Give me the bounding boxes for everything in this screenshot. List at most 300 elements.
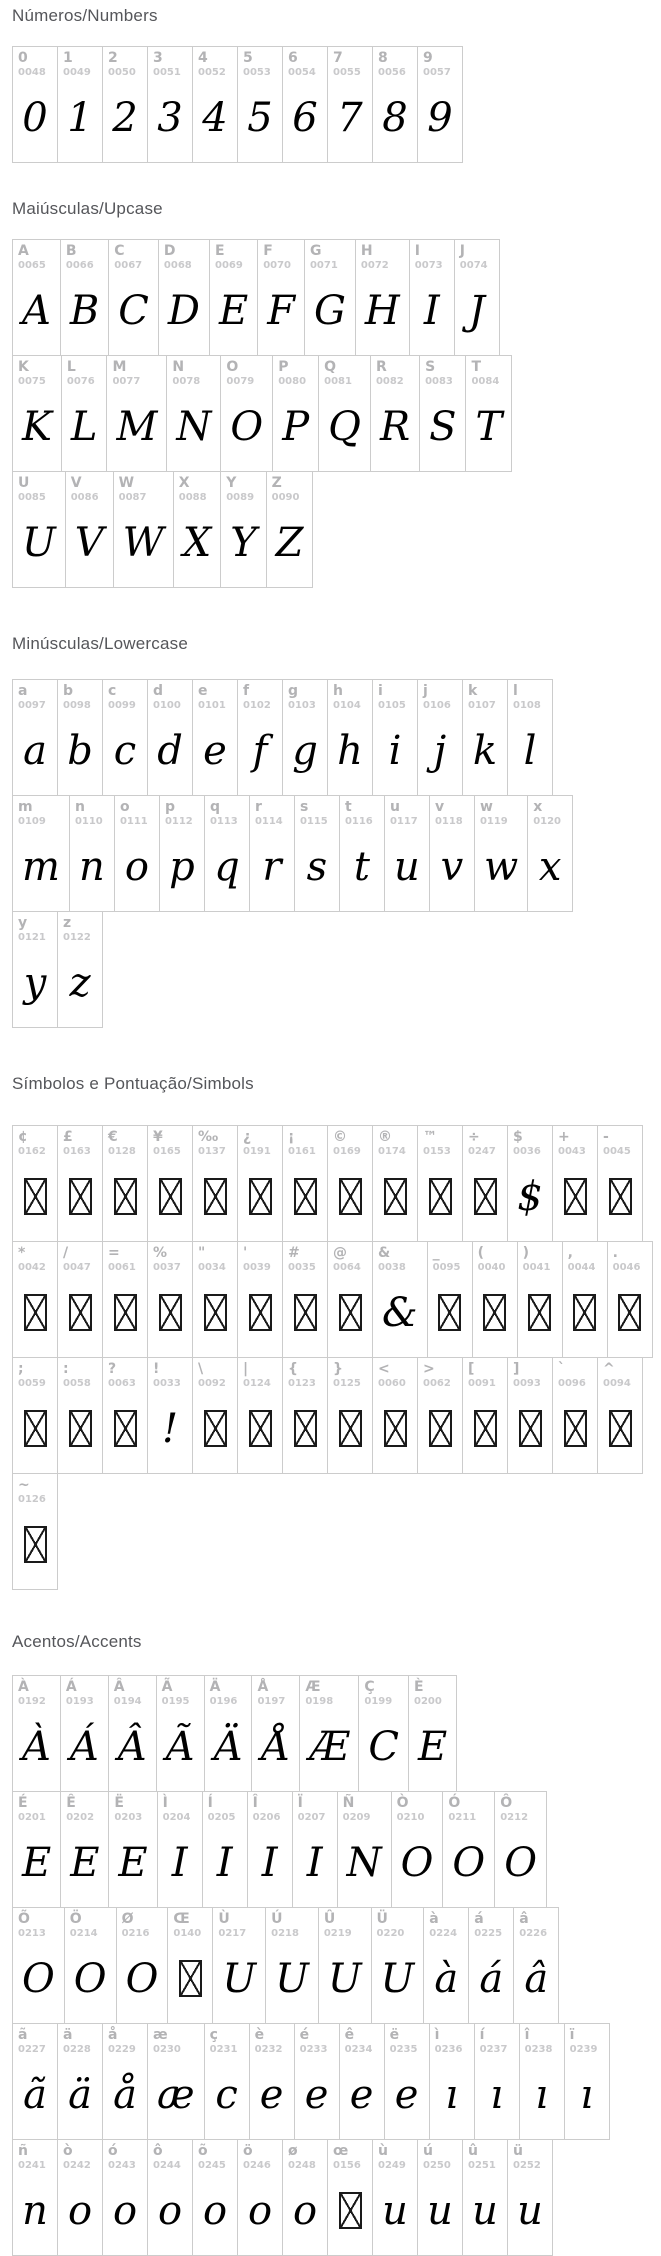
glyph-preview: u xyxy=(382,2187,408,2234)
glyph-cell xyxy=(204,1675,253,1792)
glyph-preview: n xyxy=(79,843,105,890)
glyph-cell xyxy=(318,355,371,472)
notdef-glyph-icon xyxy=(204,1410,227,1447)
glyph-preview: J xyxy=(468,287,485,334)
glyph-code-label: 0111 xyxy=(119,816,148,827)
glyph-code-label: 0082 xyxy=(375,376,404,387)
glyph-preview: A xyxy=(22,287,51,334)
glyph-char-label: d xyxy=(153,683,164,699)
glyph-preview: à xyxy=(434,1955,459,2002)
glyph-preview xyxy=(198,1274,232,1357)
glyph-cell xyxy=(251,1675,300,1792)
notdef-glyph-icon xyxy=(249,1178,272,1215)
glyph-preview xyxy=(433,1274,467,1357)
glyph-preview xyxy=(558,1158,592,1241)
glyph-code-label: 0084 xyxy=(471,376,500,387)
glyph-preview: Z xyxy=(275,519,304,566)
glyph-preview: Å xyxy=(261,1723,291,1770)
notdef-glyph-icon xyxy=(114,1294,137,1331)
glyph-cell xyxy=(372,1241,428,1358)
glyph-cell xyxy=(65,471,114,588)
glyph-code-label: 0119 xyxy=(479,816,508,827)
section-lowercase xyxy=(12,634,661,1028)
glyph-cell xyxy=(69,795,115,912)
glyph-code-label: 0086 xyxy=(70,492,99,503)
glyph-cell xyxy=(237,1357,283,1474)
glyph-cell xyxy=(166,355,221,472)
glyph-cell xyxy=(257,239,305,356)
glyph-code-label: 0048 xyxy=(18,67,46,78)
notdef-glyph-icon xyxy=(204,1178,227,1215)
glyph-char-label: û xyxy=(468,2143,478,2159)
glyph-code-label: 0096 xyxy=(558,1378,586,1389)
glyph-char-label: F xyxy=(263,243,273,259)
glyph-preview: T xyxy=(475,403,503,450)
glyph-cell xyxy=(427,1241,473,1358)
section-symbols xyxy=(12,1074,661,1590)
glyph-preview: I xyxy=(171,1839,188,1886)
glyph-preview: y xyxy=(23,959,47,1006)
notdef-glyph-icon xyxy=(438,1294,461,1331)
glyph-preview: I xyxy=(216,1839,233,1886)
glyph-preview: F xyxy=(267,287,295,334)
glyph-preview: O xyxy=(22,1955,55,2002)
glyph-code-label: 0041 xyxy=(522,1262,551,1273)
glyph-preview: G xyxy=(313,287,346,334)
notdef-glyph-icon xyxy=(609,1410,632,1447)
glyph-preview: b xyxy=(67,727,93,774)
glyph-char-label: / xyxy=(63,1245,69,1261)
glyph-char-label: 2 xyxy=(108,50,118,66)
glyph-cell xyxy=(465,355,512,472)
glyph-cell xyxy=(318,1907,372,2024)
glyph-preview: O xyxy=(400,1839,434,1886)
section-accents xyxy=(12,1632,661,2256)
glyph-preview: o xyxy=(247,2187,273,2234)
glyph-code-label: 0121 xyxy=(18,932,46,943)
glyph-cell xyxy=(272,355,319,472)
glyph-code-label: 0238 xyxy=(524,2044,553,2055)
glyph-code-label: 0207 xyxy=(297,1812,326,1823)
glyph-preview: Æ xyxy=(309,1723,350,1770)
glyph-char-label: 5 xyxy=(243,50,253,66)
glyph-code-label: 0252 xyxy=(513,2160,541,2171)
glyph-cell xyxy=(12,355,62,472)
glyph-cell xyxy=(237,46,283,163)
glyph-char-label: Á xyxy=(65,1679,77,1695)
notdef-glyph-icon xyxy=(618,1294,641,1331)
glyph-preview: & xyxy=(382,1289,418,1336)
glyph-cell xyxy=(429,795,475,912)
glyph-cell xyxy=(371,1907,425,2024)
glyph-grid-lowercase xyxy=(12,679,661,1028)
glyph-cell xyxy=(12,1125,58,1242)
glyph-row xyxy=(12,471,313,588)
glyph-code-label: 0083 xyxy=(425,376,453,387)
glyph-preview: ı xyxy=(445,2071,458,2118)
glyph-cell xyxy=(156,1675,205,1792)
glyph-row xyxy=(12,1791,547,1908)
glyph-cell xyxy=(472,1241,518,1358)
glyph-code-label: 0077 xyxy=(112,376,141,387)
glyph-code-label: 0248 xyxy=(288,2160,316,2171)
glyph-char-label: Î xyxy=(252,1795,258,1811)
glyph-char-label: 7 xyxy=(333,50,343,66)
glyph-char-label: Õ xyxy=(18,1911,30,1927)
glyph-preview: O xyxy=(125,1955,159,2002)
glyph-preview: Â xyxy=(117,1723,147,1770)
glyph-cell xyxy=(282,1357,328,1474)
glyph-char-label: 6 xyxy=(288,50,298,66)
glyph-cell xyxy=(237,1125,283,1242)
glyph-code-label: 0089 xyxy=(226,492,255,503)
glyph-char-label: S xyxy=(425,359,436,375)
glyph-char-label: + xyxy=(558,1129,570,1145)
glyph-cell xyxy=(106,355,167,472)
glyph-cell xyxy=(192,1241,238,1358)
glyph-code-label: 0197 xyxy=(257,1696,286,1707)
glyph-row xyxy=(12,795,573,912)
glyph-preview: $ xyxy=(517,1173,543,1220)
glyph-cell xyxy=(147,46,193,163)
glyph-char-label: C xyxy=(114,243,125,259)
glyph-code-label: 0033 xyxy=(153,1378,181,1389)
glyph-cell xyxy=(327,1241,373,1358)
notdef-glyph-icon xyxy=(179,1960,202,1997)
glyph-cell xyxy=(462,1357,508,1474)
glyph-code-label: 0214 xyxy=(69,1928,98,1939)
glyph-code-label: 0219 xyxy=(323,1928,352,1939)
glyph-code-label: 0040 xyxy=(477,1262,506,1273)
glyph-code-label: 0074 xyxy=(459,260,488,271)
glyph-preview xyxy=(63,1390,97,1473)
glyph-char-label: $ xyxy=(513,1129,523,1145)
glyph-preview xyxy=(63,1274,97,1357)
notdef-glyph-icon xyxy=(474,1178,497,1215)
glyph-char-label: Ö xyxy=(69,1911,82,1927)
notdef-glyph-icon xyxy=(339,2192,362,2229)
glyph-cell xyxy=(266,471,314,588)
glyph-cell xyxy=(12,2139,58,2256)
glyph-cell xyxy=(204,2023,250,2140)
glyph-cell xyxy=(102,46,148,163)
glyph-code-label: 0101 xyxy=(198,700,226,711)
glyph-char-label: ï xyxy=(569,2027,575,2043)
glyph-cell xyxy=(282,1125,328,1242)
glyph-preview: L xyxy=(70,403,98,450)
glyph-preview: Y xyxy=(230,519,257,566)
glyph-preview: U xyxy=(22,519,56,566)
glyph-cell xyxy=(220,471,266,588)
glyph-char-label: 9 xyxy=(423,50,433,66)
glyph-code-label: 0104 xyxy=(333,700,361,711)
glyph-char-label: 4 xyxy=(198,50,208,66)
glyph-code-label: 0201 xyxy=(18,1812,46,1823)
glyph-code-label: 0044 xyxy=(567,1262,596,1273)
glyph-preview: k xyxy=(472,727,498,774)
glyph-char-label: È xyxy=(414,1679,424,1695)
glyph-char-label: Ê xyxy=(66,1795,76,1811)
glyph-preview: z xyxy=(69,959,91,1006)
glyph-code-label: 0206 xyxy=(252,1812,281,1823)
glyph-char-label: ! xyxy=(153,1361,160,1377)
glyph-char-label: g xyxy=(288,683,299,699)
notdef-glyph-icon xyxy=(69,1410,92,1447)
glyph-char-label: . xyxy=(612,1245,618,1261)
glyph-code-label: 0105 xyxy=(378,700,406,711)
glyph-code-label: 0198 xyxy=(305,1696,334,1707)
glyph-code-label: 0035 xyxy=(288,1262,316,1273)
glyph-cell xyxy=(57,46,103,163)
glyph-cell xyxy=(517,1241,563,1358)
glyph-char-label: m xyxy=(18,799,33,815)
glyph-code-label: 0050 xyxy=(108,67,136,78)
glyph-code-label: 0064 xyxy=(333,1262,361,1273)
glyph-code-label: 0108 xyxy=(513,700,541,711)
glyph-cell xyxy=(299,1675,359,1792)
glyph-preview: o xyxy=(292,2187,318,2234)
glyph-code-label: 0062 xyxy=(423,1378,451,1389)
glyph-cell xyxy=(173,471,221,588)
glyph-code-label: 0090 xyxy=(271,492,300,503)
glyph-cell xyxy=(12,2023,58,2140)
glyph-cell xyxy=(157,1791,203,1908)
glyph-code-label: 0120 xyxy=(533,816,562,827)
glyph-code-label: 0045 xyxy=(603,1146,631,1157)
glyph-cell xyxy=(494,1791,547,1908)
glyph-char-label: o xyxy=(119,799,130,815)
glyph-char-label: L xyxy=(66,359,76,375)
glyph-preview: n xyxy=(22,2187,48,2234)
glyph-code-label: 0227 xyxy=(18,2044,46,2055)
glyph-code-label: 0056 xyxy=(378,67,406,78)
glyph-cell xyxy=(372,1357,418,1474)
glyph-cell xyxy=(552,1125,598,1242)
glyph-char-label: } xyxy=(333,1361,343,1377)
glyph-preview: K xyxy=(22,403,52,450)
glyph-preview: c xyxy=(113,727,137,774)
glyph-cell xyxy=(57,1125,103,1242)
glyph-cell xyxy=(249,795,295,912)
glyph-preview: ä xyxy=(68,2071,92,2118)
glyph-code-label: 0239 xyxy=(569,2044,598,2055)
glyph-preview: 6 xyxy=(292,94,318,141)
glyph-code-label: 0199 xyxy=(364,1696,393,1707)
glyph-preview: v xyxy=(440,843,464,890)
glyph-row xyxy=(12,1473,58,1590)
glyph-code-label: 0128 xyxy=(108,1146,136,1157)
notdef-glyph-icon xyxy=(294,1178,317,1215)
glyph-code-label: 0226 xyxy=(519,1928,548,1939)
glyph-char-label: : xyxy=(63,1361,69,1377)
glyph-cell xyxy=(370,355,420,472)
glyph-cell xyxy=(417,2139,463,2256)
glyph-row xyxy=(12,1125,643,1242)
glyph-char-label: , xyxy=(567,1245,573,1261)
glyph-preview: e xyxy=(203,727,227,774)
glyph-char-label: ^ xyxy=(603,1361,615,1377)
glyph-cell xyxy=(417,46,463,163)
glyph-char-label: Ì xyxy=(162,1795,168,1811)
glyph-char-label: õ xyxy=(198,2143,208,2159)
glyph-code-label: 0097 xyxy=(18,700,46,711)
glyph-preview: x xyxy=(538,843,562,890)
glyph-preview: E xyxy=(70,1839,100,1886)
notdef-glyph-icon xyxy=(249,1294,272,1331)
glyph-code-label: 0161 xyxy=(288,1146,316,1157)
glyph-cell xyxy=(372,46,418,163)
glyph-char-label: è xyxy=(254,2027,265,2043)
glyph-char-label: ò xyxy=(63,2143,73,2159)
glyph-cell xyxy=(408,1675,457,1792)
glyph-code-label: 0193 xyxy=(65,1696,94,1707)
glyph-cell xyxy=(147,2139,193,2256)
glyph-cell xyxy=(282,679,328,796)
notdef-glyph-icon xyxy=(24,1178,47,1215)
glyph-char-label: X xyxy=(178,475,190,491)
glyph-char-label: Í xyxy=(207,1795,213,1811)
glyph-preview: R xyxy=(379,403,411,450)
glyph-char-label: ÷ xyxy=(468,1129,480,1145)
glyph-code-label: 0102 xyxy=(243,700,271,711)
glyph-preview: C xyxy=(118,287,149,334)
glyph-code-label: 0205 xyxy=(207,1812,236,1823)
glyph-cell xyxy=(327,2139,373,2256)
glyph-char-label: x xyxy=(533,799,543,815)
glyph-grid-upcase xyxy=(12,239,661,588)
glyph-char-label: G xyxy=(309,243,322,259)
glyph-preview: 1 xyxy=(67,94,93,141)
glyph-cell xyxy=(507,679,553,796)
glyph-code-label: 0110 xyxy=(74,816,103,827)
glyph-cell xyxy=(102,2139,148,2256)
glyph-cell xyxy=(409,239,455,356)
glyph-code-label: 0210 xyxy=(396,1812,425,1823)
glyph-code-label: 0072 xyxy=(360,260,389,271)
glyph-preview: 7 xyxy=(337,94,363,141)
glyph-cell xyxy=(57,911,103,1028)
glyph-char-label: " xyxy=(198,1245,206,1261)
glyph-preview: U xyxy=(222,1955,257,2002)
glyph-char-label: # xyxy=(288,1245,300,1261)
glyph-code-label: 0204 xyxy=(162,1812,191,1823)
glyph-preview: u xyxy=(427,2187,453,2234)
glyph-char-label: A xyxy=(18,243,29,259)
glyph-code-label: 0232 xyxy=(254,2044,283,2055)
glyph-preview xyxy=(198,1158,232,1241)
glyph-char-label: N xyxy=(172,359,185,375)
glyph-code-label: 0192 xyxy=(18,1696,46,1707)
glyph-char-label: æ xyxy=(153,2027,168,2043)
glyph-preview xyxy=(603,1390,637,1473)
notdef-glyph-icon xyxy=(384,1410,407,1447)
glyph-preview xyxy=(18,1506,52,1589)
glyph-cell xyxy=(419,355,466,472)
glyph-cell xyxy=(564,2023,610,2140)
glyph-code-label: 0073 xyxy=(414,260,443,271)
notdef-glyph-icon xyxy=(429,1410,452,1447)
glyph-preview: j xyxy=(433,727,447,774)
glyph-code-label: 0057 xyxy=(423,67,451,78)
glyph-row xyxy=(12,911,103,1028)
glyph-char-label: Ç xyxy=(364,1679,375,1695)
glyph-preview: H xyxy=(364,287,400,334)
glyph-code-label: 0080 xyxy=(278,376,307,387)
glyph-code-label: 0251 xyxy=(468,2160,496,2171)
glyph-code-label: 0242 xyxy=(63,2160,91,2171)
glyph-char-label: Ø xyxy=(121,1911,134,1927)
glyph-char-label: ó xyxy=(108,2143,118,2159)
glyph-char-label: ô xyxy=(153,2143,163,2159)
glyph-cell xyxy=(108,239,159,356)
glyph-cell xyxy=(212,1907,266,2024)
glyph-cell xyxy=(417,1125,463,1242)
glyph-preview: 4 xyxy=(202,94,228,141)
glyph-preview: S xyxy=(429,403,457,450)
glyph-preview: u xyxy=(394,843,420,890)
glyph-char-label: Ô xyxy=(500,1795,513,1811)
glyph-code-label: 0069 xyxy=(214,260,243,271)
glyph-cell xyxy=(192,46,238,163)
glyph-char-label: Œ xyxy=(173,1911,190,1927)
glyph-char-label: Ã xyxy=(161,1679,173,1695)
glyph-char-label: y xyxy=(18,915,28,931)
glyph-char-label: f xyxy=(243,683,250,699)
glyph-preview: Ä xyxy=(213,1723,243,1770)
glyph-preview xyxy=(513,1390,547,1473)
glyph-preview xyxy=(378,1158,412,1241)
glyph-preview: C xyxy=(368,1723,399,1770)
glyph-cell xyxy=(147,1357,193,1474)
glyph-code-label: 0059 xyxy=(18,1378,46,1389)
glyph-char-label: u xyxy=(389,799,400,815)
glyph-cell xyxy=(507,1357,553,1474)
glyph-cell xyxy=(442,1791,495,1908)
glyph-preview xyxy=(243,1390,277,1473)
glyph-char-label: T xyxy=(471,359,482,375)
glyph-row xyxy=(12,679,553,796)
glyph-char-label: Ü xyxy=(376,1911,388,1927)
glyph-char-label: e xyxy=(198,683,208,699)
notdef-glyph-icon xyxy=(159,1294,182,1331)
glyph-preview: c xyxy=(215,2071,238,2118)
glyph-preview: h xyxy=(337,727,363,774)
glyph-preview: U xyxy=(275,1955,309,2002)
glyph-code-label: 0113 xyxy=(209,816,238,827)
section-title-numbers: Números/Numbers xyxy=(12,6,158,25)
glyph-char-label: I xyxy=(414,243,421,259)
glyph-code-label: 0200 xyxy=(414,1696,442,1707)
glyph-cell xyxy=(462,1125,508,1242)
glyph-cell xyxy=(60,239,109,356)
glyph-cell xyxy=(192,679,238,796)
glyph-preview: 8 xyxy=(382,94,408,141)
glyph-cell xyxy=(64,1907,117,2024)
glyph-char-label: Ñ xyxy=(342,1795,355,1811)
glyph-grid-numbers xyxy=(12,46,661,163)
glyph-cell xyxy=(147,1125,193,1242)
glyph-preview: w xyxy=(483,843,519,890)
glyph-code-label: 0162 xyxy=(18,1146,46,1157)
notdef-glyph-icon xyxy=(339,1294,362,1331)
glyph-cell xyxy=(372,1125,418,1242)
notdef-glyph-icon xyxy=(384,1178,407,1215)
glyph-char-label: i xyxy=(378,683,383,699)
glyph-preview xyxy=(468,1158,502,1241)
glyph-preview: O xyxy=(452,1839,486,1886)
section-title-symbols: Símbolos e Pontuação/Simbols xyxy=(12,1074,254,1093)
glyph-cell xyxy=(114,795,160,912)
